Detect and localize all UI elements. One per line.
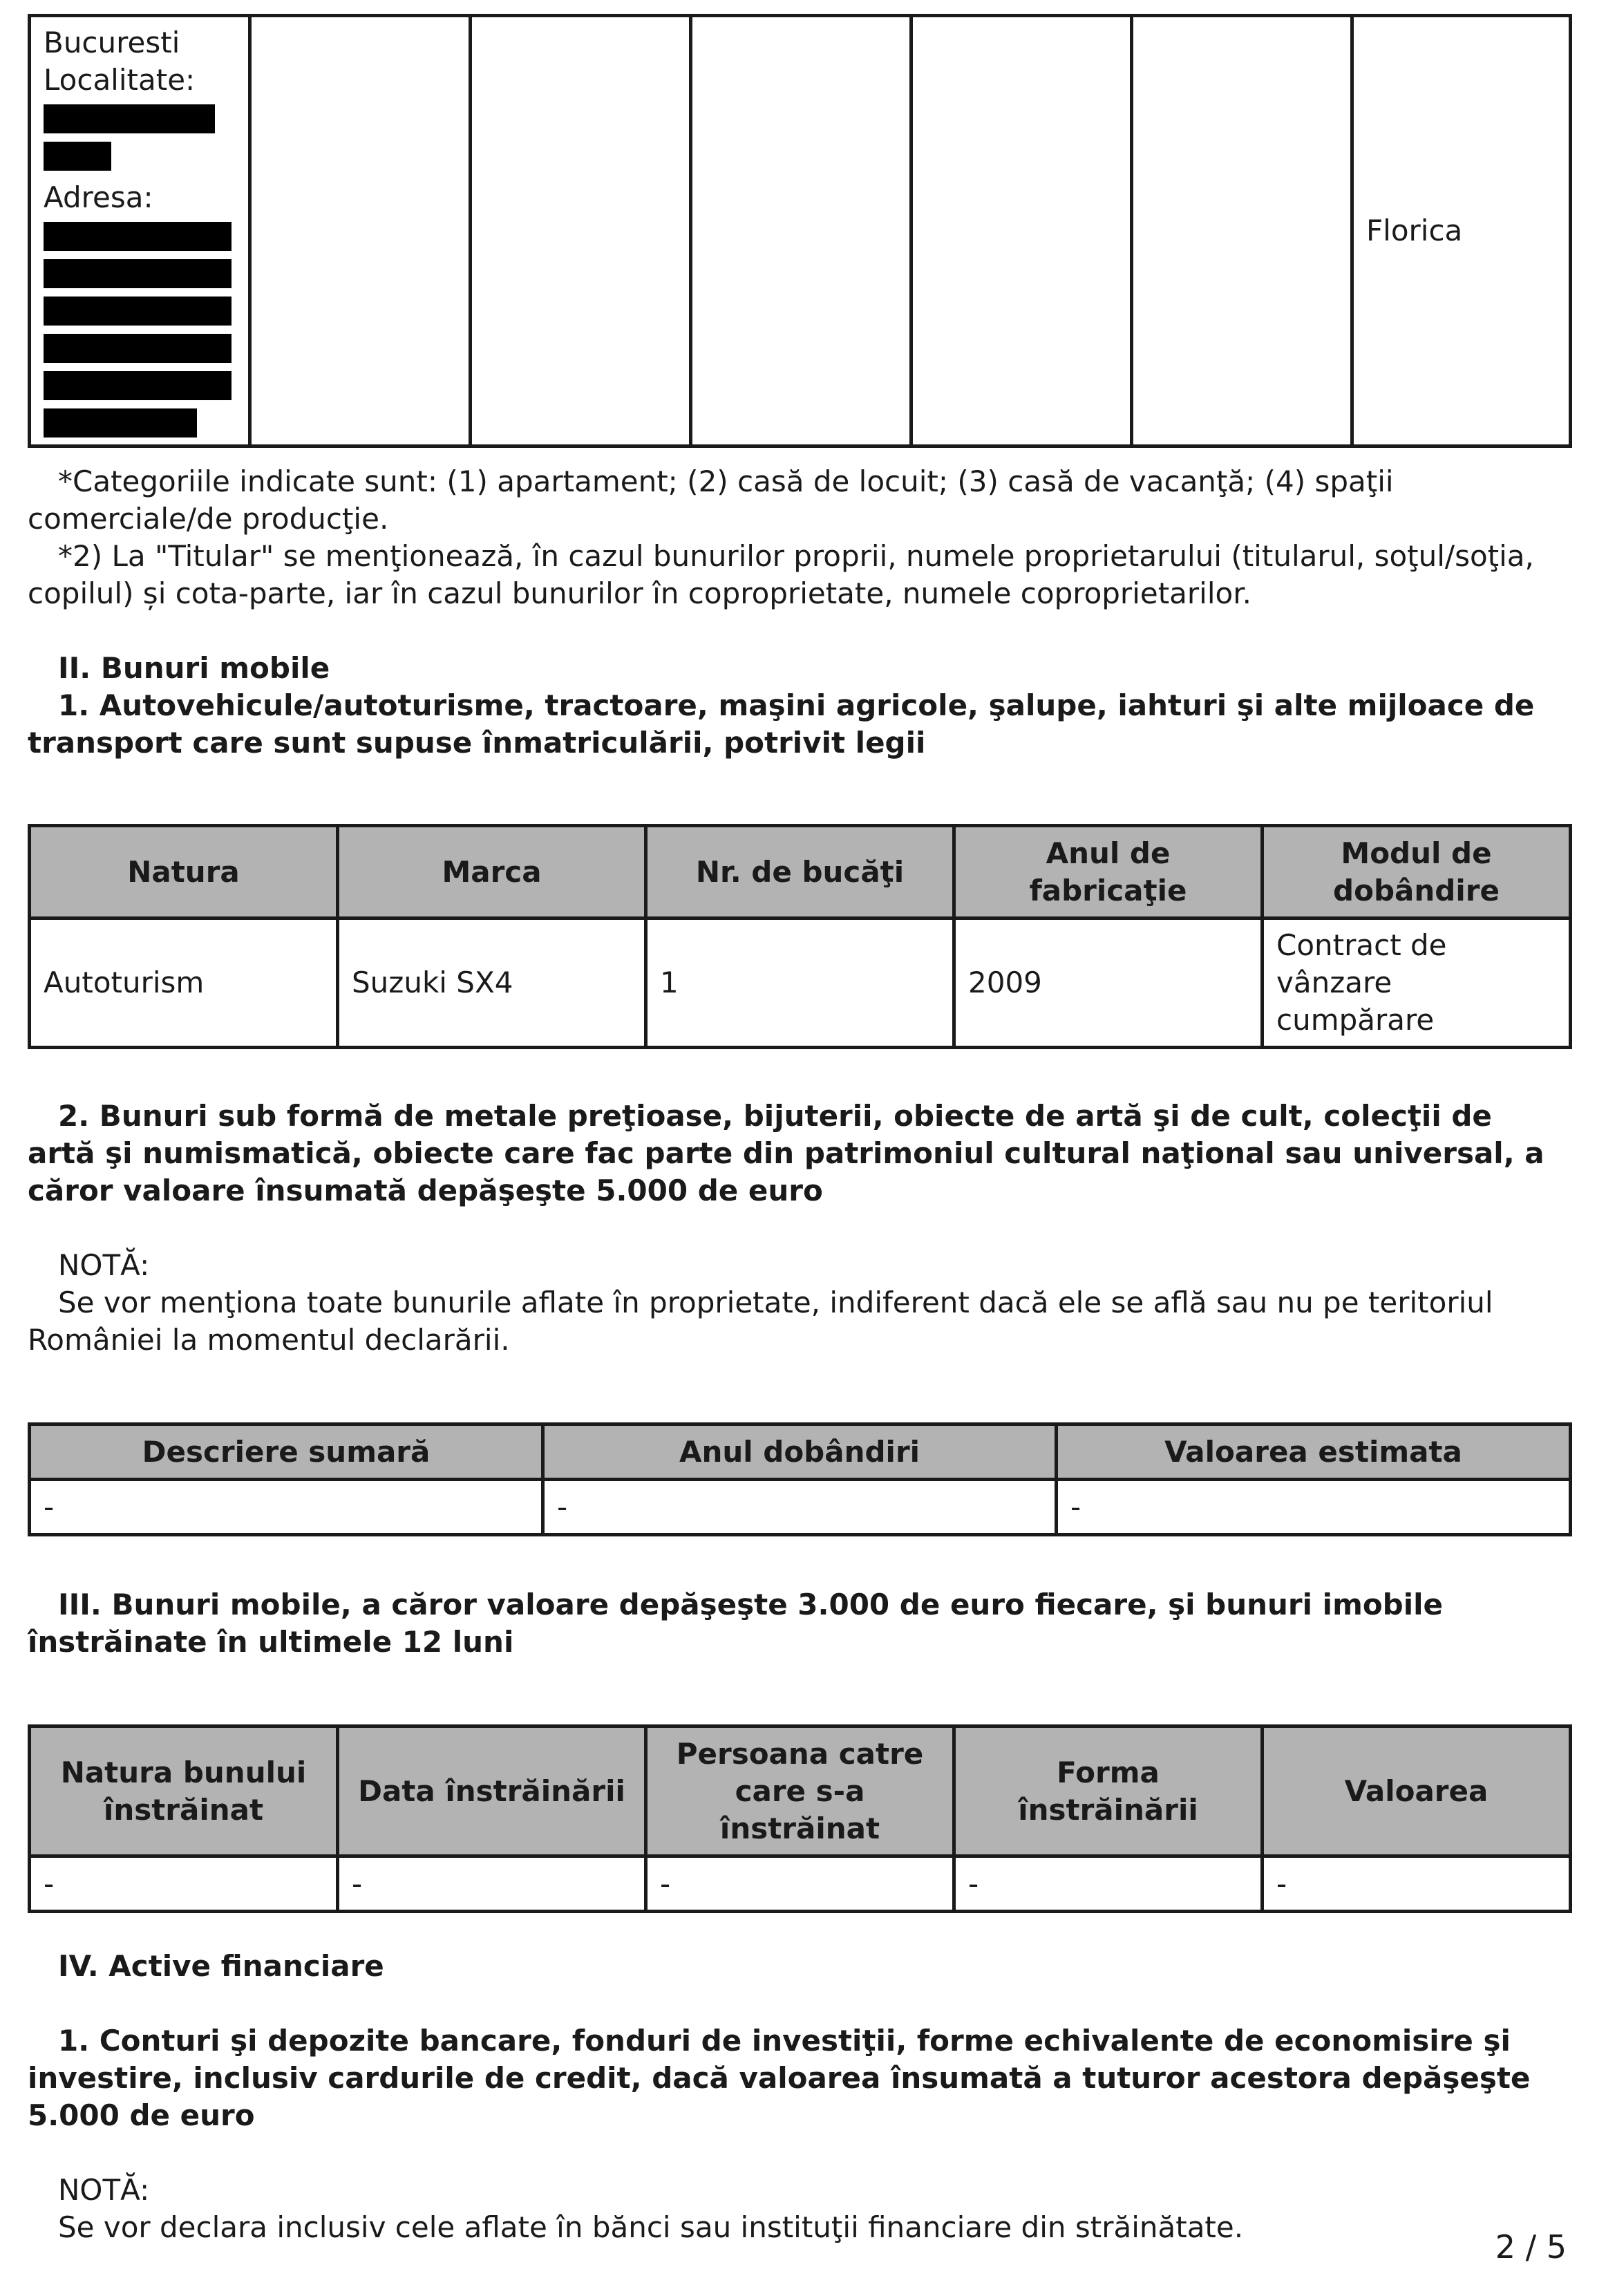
table-cell: - <box>338 1856 646 1912</box>
alienated-goods-table <box>28 1724 1572 1913</box>
column-header: Natura bunului înstrăinat <box>30 1726 338 1856</box>
note-label: NOTĂ: <box>58 2173 150 2207</box>
vehicles-heading: 1. Autovehicule/autoturisme, tractoare, maşini agricole, şalupe, iahturi şi alte mijloace de transport care sunt supuse înmatriculării, potrivit legii <box>28 688 1535 760</box>
note-label: NOTĂ: <box>58 1248 150 1282</box>
table-row <box>30 919 1571 1048</box>
property-table-continuation <box>28 14 1572 448</box>
table-cell: - <box>30 1480 543 1535</box>
redacted-block <box>44 259 231 288</box>
column-header: Valoarea <box>1263 1726 1571 1856</box>
empty-cell <box>911 16 1132 446</box>
redacted-block <box>44 334 231 363</box>
locality-label: Localitate: <box>44 63 196 97</box>
empty-cell <box>250 16 471 446</box>
page-number: 2 / 5 <box>1495 2228 1567 2266</box>
table-cell: 2009 <box>954 919 1263 1048</box>
valuables-table <box>28 1422 1572 1536</box>
document-page <box>28 14 1569 2246</box>
redacted-block <box>44 297 231 326</box>
column-header: Forma înstrăinării <box>954 1726 1263 1856</box>
table-row <box>30 16 1571 446</box>
titular-text: Florica <box>1366 214 1463 247</box>
table-cell: Suzuki SX4 <box>338 919 646 1048</box>
section-heading-movable: II. Bunuri mobile <box>58 651 330 685</box>
column-header: Anul dobândiri <box>543 1424 1057 1480</box>
address-label: Adresa: <box>44 180 153 214</box>
table-cell: - <box>30 1856 338 1912</box>
note-text: Se vor menţiona toate bunurile aflate în proprietate, indiferent dacă ele se află sau nu pe teritoriul României la momentul declarării. <box>28 1286 1493 1357</box>
empty-cell <box>691 16 911 446</box>
redacted-block <box>44 104 215 133</box>
column-header: Modul de dobândire <box>1263 826 1571 919</box>
table-header-row <box>30 1726 1571 1856</box>
table-cell: Contract de vânzare cumpărare <box>1263 919 1571 1048</box>
table-cell: 1 <box>646 919 954 1048</box>
column-header: Anul de fabricaţie <box>954 826 1263 919</box>
column-header: Marca <box>338 826 646 919</box>
table-cell: - <box>543 1480 1057 1535</box>
column-header: Nr. de bucăţi <box>646 826 954 919</box>
city-text: Bucuresti <box>44 26 180 59</box>
table-cell: - <box>954 1856 1263 1912</box>
titular-note: *2) La "Titular" se menţionează, în cazul bunurilor proprii, numele proprietarului (titularul, soţul/soţia, copilul) și cota-parte, iar în cazul bunurilor în coproprietate, numele coproprietarilor. <box>28 539 1534 610</box>
table-header-row <box>30 826 1571 919</box>
note-text: Se vor declara inclusiv cele aflate în bănci sau instituţii financiare din străinătate. <box>58 2210 1244 2244</box>
bank-accounts-heading: 1. Conturi şi depozite bancare, fonduri de investiţii, forme echivalente de economisire şi investire, inclusiv cardurile de credit, dacă valoarea însumată a tuturor acestora depăşeşte 5.000 de euro <box>28 2024 1531 2132</box>
redacted-block <box>44 408 197 437</box>
column-header: Persoana catre care s-a înstrăinat <box>646 1726 954 1856</box>
empty-cell <box>471 16 691 446</box>
table-row <box>30 1480 1571 1535</box>
redacted-block <box>44 371 231 400</box>
alienated-goods-heading: III. Bunuri mobile, a căror valoare depăşeşte 3.000 de euro fiecare, şi bunuri imobile înstrăinate în ultimele 12 luni <box>28 1588 1444 1659</box>
table-cell: - <box>1057 1480 1571 1535</box>
table-cell: - <box>646 1856 954 1912</box>
table-row <box>30 1856 1571 1912</box>
column-header: Data înstrăinării <box>338 1726 646 1856</box>
table-cell: - <box>1263 1856 1571 1912</box>
financial-assets-heading: IV. Active financiare <box>58 1949 384 1983</box>
redacted-block <box>44 142 111 171</box>
table-header-row <box>30 1424 1571 1480</box>
column-header: Descriere sumară <box>30 1424 543 1480</box>
column-header: Natura <box>30 826 338 919</box>
redacted-block <box>44 222 231 251</box>
empty-cell <box>1132 16 1352 446</box>
valuables-heading: 2. Bunuri sub formă de metale preţioase, bijuterii, obiecte de artă şi de cult, colecţii de artă şi numismatică, obiecte care fac parte din patrimoniul cultural naţional sau universal, a căror valoare însumată depăşeşte 5.000 de euro <box>28 1099 1544 1207</box>
column-header: Valoarea estimata <box>1057 1424 1571 1480</box>
address-cell <box>30 16 250 446</box>
titular-cell <box>1352 16 1571 446</box>
vehicles-table <box>28 824 1572 1049</box>
category-note: *Categoriile indicate sunt: (1) apartament; (2) casă de locuit; (3) casă de vacanţă; (4) spaţii comerciale/de producţie. <box>28 464 1394 536</box>
table-cell: Autoturism <box>30 919 338 1048</box>
